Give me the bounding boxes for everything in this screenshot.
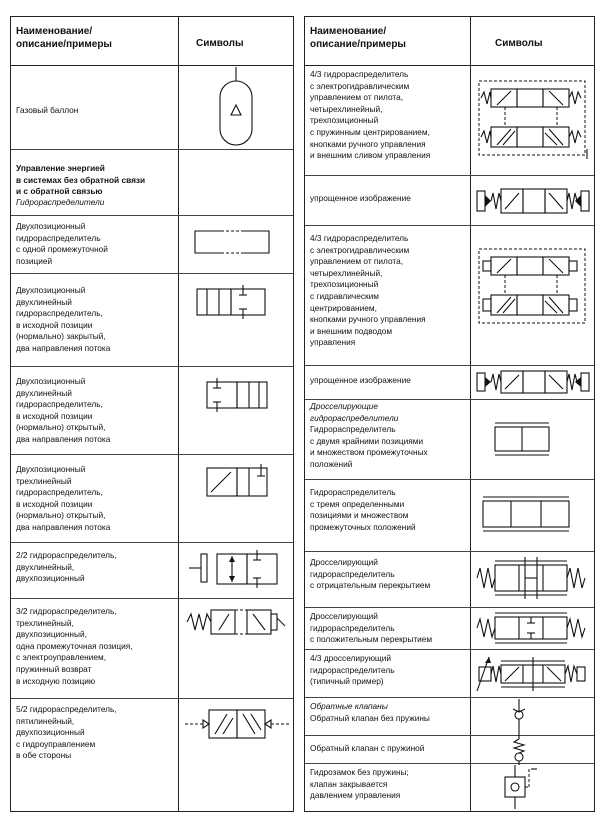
row-text: Двухпозиционный трехлинейный гидрораспределитель, в исходной позиции (нормально) открытый, два направления потока <box>16 464 111 532</box>
table-row <box>305 399 594 480</box>
table-row <box>305 697 594 736</box>
row-text: Гидрозамок без пружины; клапан закрывается давлением управления <box>310 767 409 801</box>
table-row <box>305 763 594 811</box>
gas-cylinder-icon <box>216 65 256 149</box>
table-row <box>11 542 293 599</box>
valve-3-2-solenoid-icon <box>185 602 289 642</box>
left-table <box>10 16 294 812</box>
row-text: упрощенное изображение <box>310 193 411 203</box>
right-header-symbols: Символы <box>495 38 543 49</box>
valve-4-3-simplified-icon <box>475 183 591 219</box>
row-text: 4/3 гидрораспределитель с электрогидравлическим управлением от пилота, четырехлинейный, трехпозиционный с пружинным центрированием, кнопками ручного управления и внешним сливом управления <box>310 69 431 161</box>
throttling-valve-negative-overlap-icon <box>475 555 587 601</box>
table-row <box>305 649 594 698</box>
table-row <box>305 225 594 366</box>
table-row <box>305 479 594 552</box>
section-title: Управление энергией в системах без обратной связи и с обратной связью <box>16 163 146 197</box>
table-row <box>11 366 293 455</box>
row-text: Гидрораспределитель с тремя определенными позициями и множеством промежуточных положений <box>310 487 416 532</box>
valve-5-2-pilot-icon <box>183 704 291 744</box>
check-valve-no-spring-icon <box>507 699 531 733</box>
table-row <box>305 607 594 650</box>
section-subtitle: Гидрораспределители <box>16 197 105 207</box>
check-valve-spring-icon <box>507 733 531 765</box>
row-text: Газовый баллон <box>16 105 79 115</box>
two-way-normally-open-valve-icon <box>191 378 281 414</box>
valve-2-2-icon <box>187 548 283 592</box>
table-row <box>11 65 293 150</box>
throttling-valve-three-positions-icon <box>481 495 573 533</box>
row-text: Двухпозиционный двухлинейный гидрораспределитель, в исходной позиции (нормально) закрытый, два направления потока <box>16 285 111 353</box>
table-row <box>11 149 293 216</box>
table-row <box>305 65 594 176</box>
table-row <box>11 273 293 367</box>
table-row <box>11 215 293 274</box>
valve-4-3-hydraulic-centering-detailed-icon <box>475 247 591 331</box>
two-way-normally-closed-valve-icon <box>191 285 281 321</box>
valve-4-3-electrohydraulic-detailed-icon <box>475 79 591 163</box>
pilot-check-valve-icon <box>501 765 541 809</box>
row-text: 4/3 дросселирующий гидрораспределитель (типичный пример) <box>310 653 395 687</box>
section-subtitle: Дросселирующие гидрораспределители <box>310 401 399 423</box>
throttling-valve-two-positions-icon <box>493 421 553 457</box>
row-text: 4/3 гидрораспределитель с электрогидравлическим управлением от пилота, четырехлинейный, трехпозиционный с гидравлическим центрированием, кнопками ручного управления и внешним подводом управления <box>310 233 426 348</box>
table-row <box>11 598 293 699</box>
row-text: Двухпозиционный гидрораспределитель с одной промежуточной позицией <box>16 221 108 266</box>
row-text: упрощенное изображение <box>310 375 411 385</box>
row-text: 5/2 гидрораспределитель, пятилинейный, двухпозиционный с гидроуправлением в обе стороны <box>16 704 117 761</box>
section-subtitle: Обратные клапаны <box>310 701 388 711</box>
table-row <box>305 175 594 226</box>
three-way-normally-open-valve-icon <box>191 462 281 502</box>
table-row <box>11 698 293 811</box>
table-row <box>305 551 594 608</box>
row-text: 3/2 гидрораспределитель, трехлинейный, двухпозиционный, одна промежуточная позиция, с электроуправлением, пружинный возврат в исходную позицию <box>16 606 133 686</box>
left-table-header <box>11 17 293 66</box>
right-header-description: Наименование/ описание/примеры <box>310 26 406 50</box>
row-text: Обратный клапан с пружиной <box>310 743 425 753</box>
row-text: Дросселирующий гидрораспределитель с положительным перекрытием <box>310 611 433 645</box>
row-text: Дросселирующий гидрораспределитель с отрицательным перекрытием <box>310 557 431 591</box>
row-text: Обратный клапан без пружины <box>310 713 430 723</box>
row-text: Двухпозиционный двухлинейный гидрораспределитель, в исходной позиции (нормально) открытый, два направления потока <box>16 376 111 444</box>
table-row <box>11 454 293 543</box>
left-header-symbols: Символы <box>196 38 244 49</box>
table-row <box>305 365 594 400</box>
row-text: 2/2 гидрораспределитель, двухлинейный, двухпозиционный <box>16 550 117 584</box>
right-table-header <box>305 17 594 66</box>
left-header-description: Наименование/ описание/примеры <box>16 26 112 50</box>
throttling-valve-4-3-icon <box>475 651 587 695</box>
right-table <box>304 16 595 812</box>
table-row <box>305 735 594 764</box>
row-text: Гидрораспределитель с двумя крайними позициями и множеством промежуточных положений <box>310 424 428 469</box>
throttling-valve-positive-overlap-icon <box>475 609 587 647</box>
two-position-valve-intermediate-icon <box>191 229 281 255</box>
valve-4-3-hydraulic-centering-simplified-icon <box>475 367 591 397</box>
